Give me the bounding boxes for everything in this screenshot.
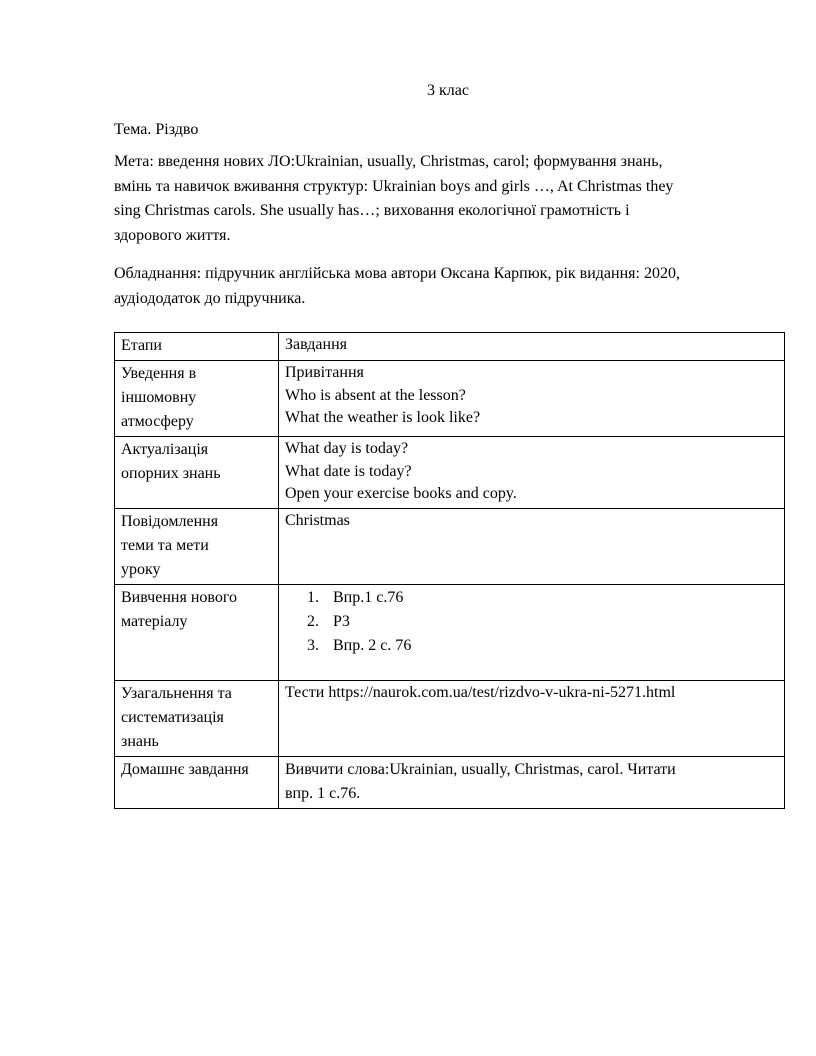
- list-item: [285, 634, 778, 658]
- header-tasks: [279, 333, 785, 361]
- stage-line: знань: [121, 732, 159, 750]
- lesson-goal: [114, 150, 786, 248]
- list-item-text: Впр. 2 с. 76: [333, 636, 412, 654]
- stage-line: теми та мети: [121, 536, 209, 554]
- table-row: [115, 361, 785, 437]
- stage-line: матеріалу: [121, 612, 188, 630]
- stage-line: іншомовну: [121, 389, 197, 406]
- task-line: Open your exercise books and copy.: [285, 485, 517, 502]
- stage-cell: [115, 584, 279, 680]
- header-stages: [115, 333, 279, 361]
- task-line: впр. 1 с.76.: [285, 784, 361, 802]
- stage-line: Вивчення нового: [121, 588, 237, 606]
- tasks-cell: [279, 508, 785, 584]
- numbered-task-list: [285, 586, 778, 658]
- lesson-equipment: [114, 262, 786, 311]
- task-line: What the weather is look like?: [285, 409, 481, 426]
- tasks-cell: [279, 756, 785, 808]
- lesson-plan-table: [114, 332, 785, 809]
- stage-line: уроку: [121, 560, 161, 578]
- equipment-line: аудіододаток до підручника.: [114, 289, 306, 307]
- tasks-cell: [279, 680, 785, 756]
- stage-line: Повідомлення: [121, 512, 219, 530]
- stage-line: систематизація: [121, 708, 224, 726]
- task-line: Christmas: [285, 511, 350, 529]
- header-tasks-label: Завдання: [285, 336, 347, 353]
- stage-cell: [115, 756, 279, 808]
- stage-line: Уведення в: [121, 365, 197, 382]
- stage-line: Домашнє завдання: [121, 760, 249, 778]
- stage-cell: [115, 437, 279, 509]
- list-item: [285, 586, 778, 610]
- grade-heading: 3 клас: [427, 82, 469, 99]
- stage-line: Узагальнення та: [121, 684, 232, 702]
- table-row: [115, 756, 785, 808]
- table-row: [115, 437, 785, 509]
- list-item-text: Р3: [333, 612, 350, 630]
- table-row: [115, 680, 785, 756]
- table-row: [115, 584, 785, 680]
- tasks-cell: [279, 437, 785, 509]
- task-line: Тести https://naurok.com.ua/test/rizdvo-v-ukra-ni-5271.html: [285, 683, 676, 701]
- task-line: Вивчити слова:Ukrainian, usually, Christmas, carol. Читати: [285, 760, 676, 778]
- stage-line: опорних знань: [121, 465, 221, 482]
- equipment-line: Обладнання: підручник англійська мова автори Оксана Карпюк, рік видання: 2020,: [114, 265, 680, 282]
- task-line: What date is today?: [285, 462, 412, 480]
- lesson-topic: Тема. Різдво: [114, 121, 199, 138]
- header-stages-label: Етапи: [121, 337, 162, 354]
- tasks-cell: [279, 361, 785, 437]
- stage-line: Актуалізація: [121, 441, 209, 458]
- stage-cell: [115, 361, 279, 437]
- tasks-cell: [279, 584, 785, 680]
- stage-line: атмосферу: [121, 413, 194, 430]
- task-line: What day is today?: [285, 440, 409, 457]
- goal-line: вмінь та навичок вживання структур: Ukrainian boys and girls …, At Christmas they: [114, 177, 674, 195]
- stage-cell: [115, 508, 279, 584]
- stage-cell: [115, 680, 279, 756]
- goal-line: sing Christmas carols. She usually has…; виховання екологічної грамотність і: [114, 202, 630, 219]
- list-number: 3.: [307, 636, 319, 654]
- list-number: 2.: [307, 612, 319, 630]
- table-row: [115, 508, 785, 584]
- task-line: Привітання: [285, 364, 364, 381]
- list-number: 1.: [307, 588, 319, 606]
- list-item-text: Впр.1 с.76: [333, 588, 404, 606]
- table-header-row: [115, 333, 785, 361]
- goal-line: здорового життя.: [114, 226, 231, 244]
- list-item: [285, 610, 778, 634]
- task-line: Who is absent at the lesson?: [285, 386, 466, 404]
- goal-line: Мета: введення нових ЛО:Ukrainian, usually, Christmas, carol; формування знань,: [114, 153, 663, 170]
